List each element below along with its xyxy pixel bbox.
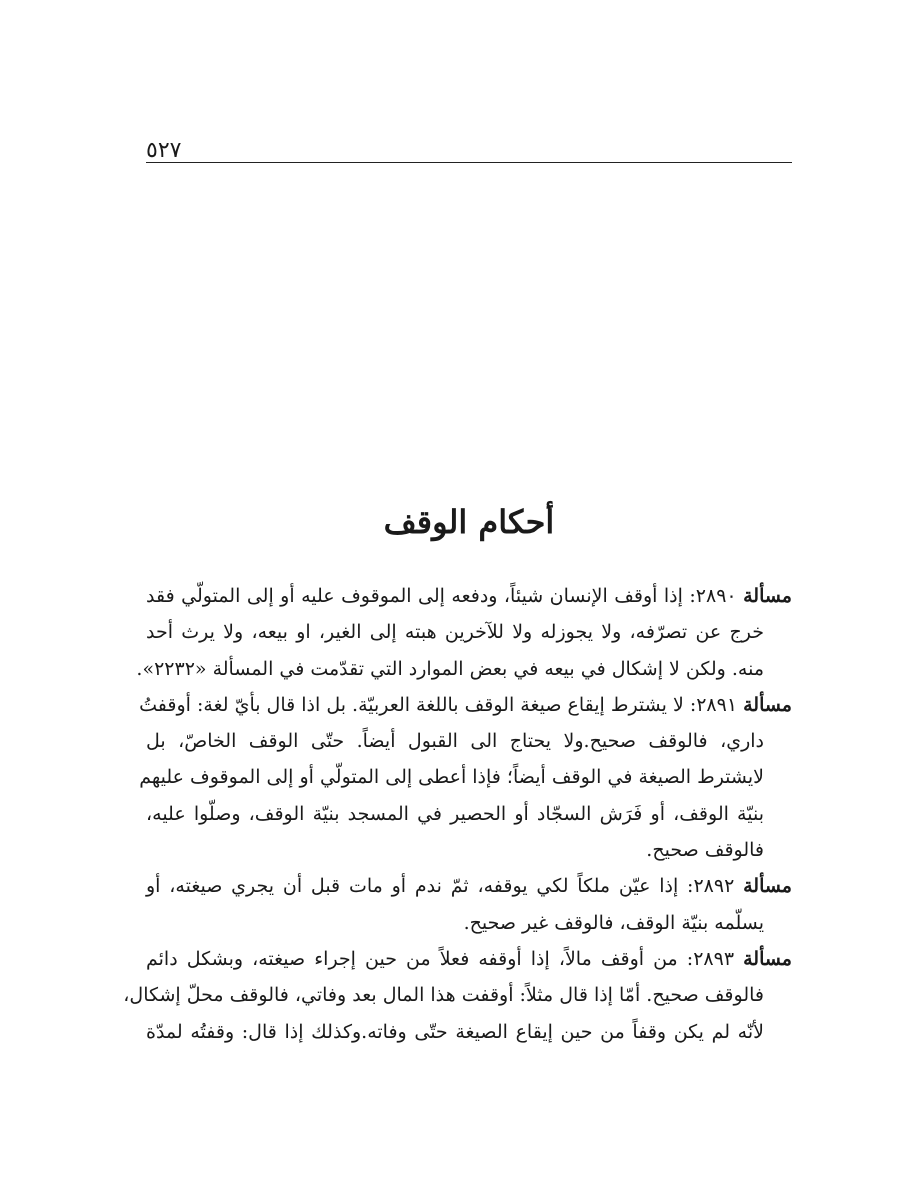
text-line <box>146 905 792 941</box>
text-line <box>146 614 792 650</box>
chapter-title: أحكام الوقف <box>383 503 555 541</box>
body-text <box>123 578 792 1050</box>
text-line <box>146 796 792 832</box>
issue-label: مسألة <box>743 947 792 970</box>
line-text: يسلّمه بنيّة الوقف، فالوقف غير صحيح. <box>463 911 764 934</box>
issue-label: مسألة <box>743 875 792 898</box>
issue-label: مسألة <box>743 693 792 716</box>
line-text: ٢٨٩٢: إذا عيّن ملكاً لكي يوقفه، ثمّ ندم أو مات قبل أن يجري صيغته، أو <box>146 875 744 898</box>
issue-label: مسألة <box>743 585 792 607</box>
text-line <box>146 941 792 977</box>
text-line <box>139 759 792 795</box>
text-line <box>146 578 792 614</box>
text-line <box>136 651 792 687</box>
text-line <box>146 723 792 759</box>
line-text: داري، فالوقف صحيح.ولا يحتاج الى القبول أيضاً. حتّى الوقف الخاصّ، بل <box>146 730 764 753</box>
text-line <box>146 868 792 904</box>
text-line <box>139 687 792 723</box>
line-text: ٢٨٩٠: إذا أوقف الإنسان شيئاً، ودفعه إلى الموقوف عليه أو إلى المتولّي فقد <box>146 585 744 607</box>
line-text: لايشترط الصيغة في الوقف أيضاً؛ فإذا أعطى إلى المتولّي أو إلى الموقوف عليهم <box>139 766 764 789</box>
text-line <box>146 832 792 868</box>
line-text: خرج عن تصرّفه، ولا يجوزله ولا للآخرين هبته إلى الغير، او بيعه، ولا يرث أحد <box>146 621 764 644</box>
page-number: ٥٢٧ <box>146 138 182 163</box>
text-line <box>123 977 792 1013</box>
line-text: فالوقف صحيح. <box>646 839 764 862</box>
line-text: ٢٨٩١: لا يشترط إيقاع صيغة الوقف باللغة العربيّة. بل اذا قال بأيّ لغة: أوقفتُ <box>139 693 744 716</box>
line-text: لأنّه لم يكن وقفاً من حين إيقاع الصيغة حتّى وفاته.وكذلك إذا قال: وقفتُه لمدّة <box>146 1020 764 1043</box>
line-text: منه. ولكن لا إشكال في بيعه في بعض الموارد التي تقدّمت في المسألة «٢٢٣٢». <box>136 657 764 680</box>
line-text: بنيّة الوقف، أو فَرَش السجّاد أو الحصير في المسجد بنيّة الوقف، وصلّوا عليه، <box>146 802 764 825</box>
header-rule <box>146 162 792 163</box>
line-text: ٢٨٩٣: من أوقف مالاً، إذا أوقفه فعلاً من حين إجراء صيغته، وبشكل دائم <box>146 947 744 970</box>
line-text: فالوقف صحيح. أمّا إذا قال مثلاً: أوقفت هذا المال بعد وفاتي، فالوقف محلّ إشكال، <box>123 984 764 1007</box>
text-line <box>146 1014 792 1050</box>
